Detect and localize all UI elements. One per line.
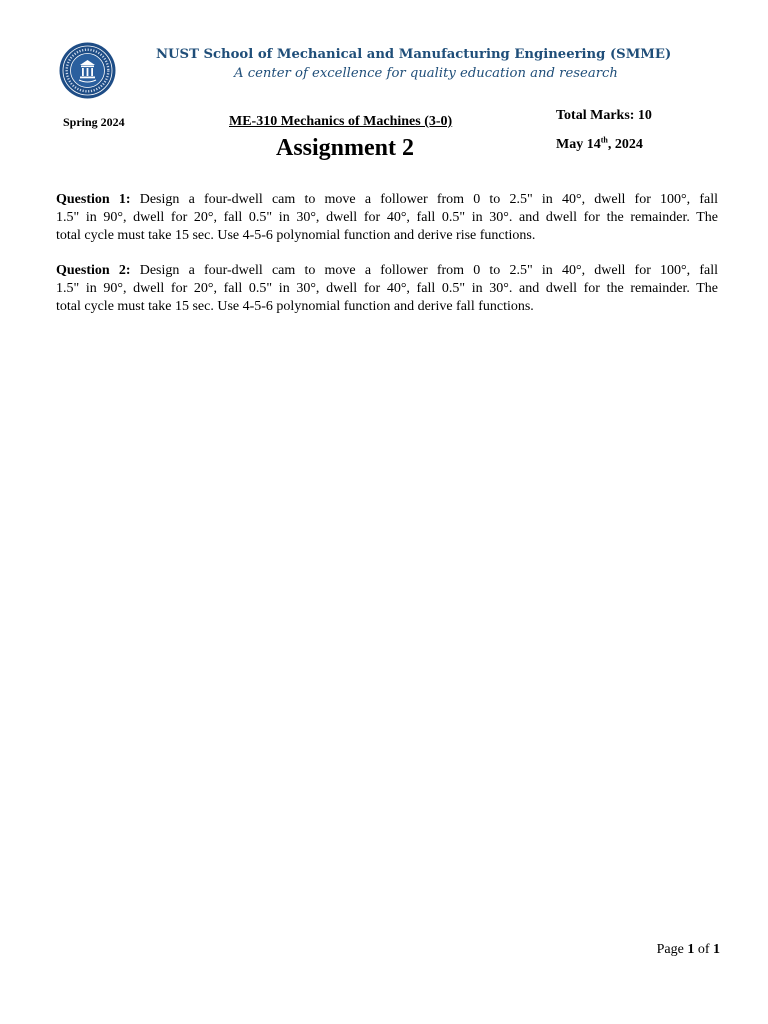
- date-day: May 14: [556, 137, 601, 152]
- due-date: [556, 137, 643, 153]
- course-title: ME-310 Mechanics of Machines (3-0): [229, 114, 453, 129]
- nust-seal-logo: [59, 42, 116, 99]
- question-2-text-1: Design a four-dwell cam to move a follower from 0 to 2.5" in 40°, dwell for 100°, fall: [130, 263, 718, 278]
- of-word: of: [694, 942, 713, 957]
- question-2-line-1: [56, 262, 718, 280]
- assignment-title: Assignment 2: [276, 135, 415, 161]
- total-marks: Total Marks: 10: [556, 108, 652, 123]
- institution-name: NUST School of Mechanical and Manufacturing Engineering (SMME): [156, 47, 672, 62]
- question-1-line-3: total cycle must take 15 sec. Use 4-5-6 polynomial function and derive rise functions.: [56, 228, 536, 243]
- institution-tagline: A center of excellence for quality education and research: [234, 66, 618, 81]
- seal-icon: [59, 42, 116, 99]
- question-1-label: Question 1:: [56, 192, 131, 207]
- question-1-line-1: [56, 191, 718, 209]
- date-suffix: th: [600, 135, 608, 145]
- question-2-line-2: 1.5" in 90°, dwell for 20°, fall 0.5" in 30°, dwell for 40°, fall 0.5" in 30°. and dwell for the remainder. The: [56, 281, 718, 296]
- question-1-line-2: 1.5" in 90°, dwell for 20°, fall 0.5" in 30°, dwell for 40°, fall 0.5" in 30°. and dwell for the remainder. The: [56, 210, 718, 225]
- semester-label: Spring 2024: [63, 115, 125, 129]
- current-page: 1: [687, 942, 695, 957]
- total-pages: 1: [713, 942, 720, 957]
- page-word: Page: [656, 942, 688, 957]
- question-1: [56, 191, 718, 245]
- page-number: [657, 942, 720, 958]
- question-2: [56, 262, 718, 316]
- date-year: , 2024: [607, 137, 643, 152]
- question-2-line-3: total cycle must take 15 sec. Use 4-5-6 polynomial function and derive fall functions.: [56, 299, 534, 314]
- question-1-text-1: Design a four-dwell cam to move a follower from 0 to 2.5" in 40°, dwell for 100°, fall: [130, 192, 718, 207]
- question-2-label: Question 2:: [56, 263, 131, 278]
